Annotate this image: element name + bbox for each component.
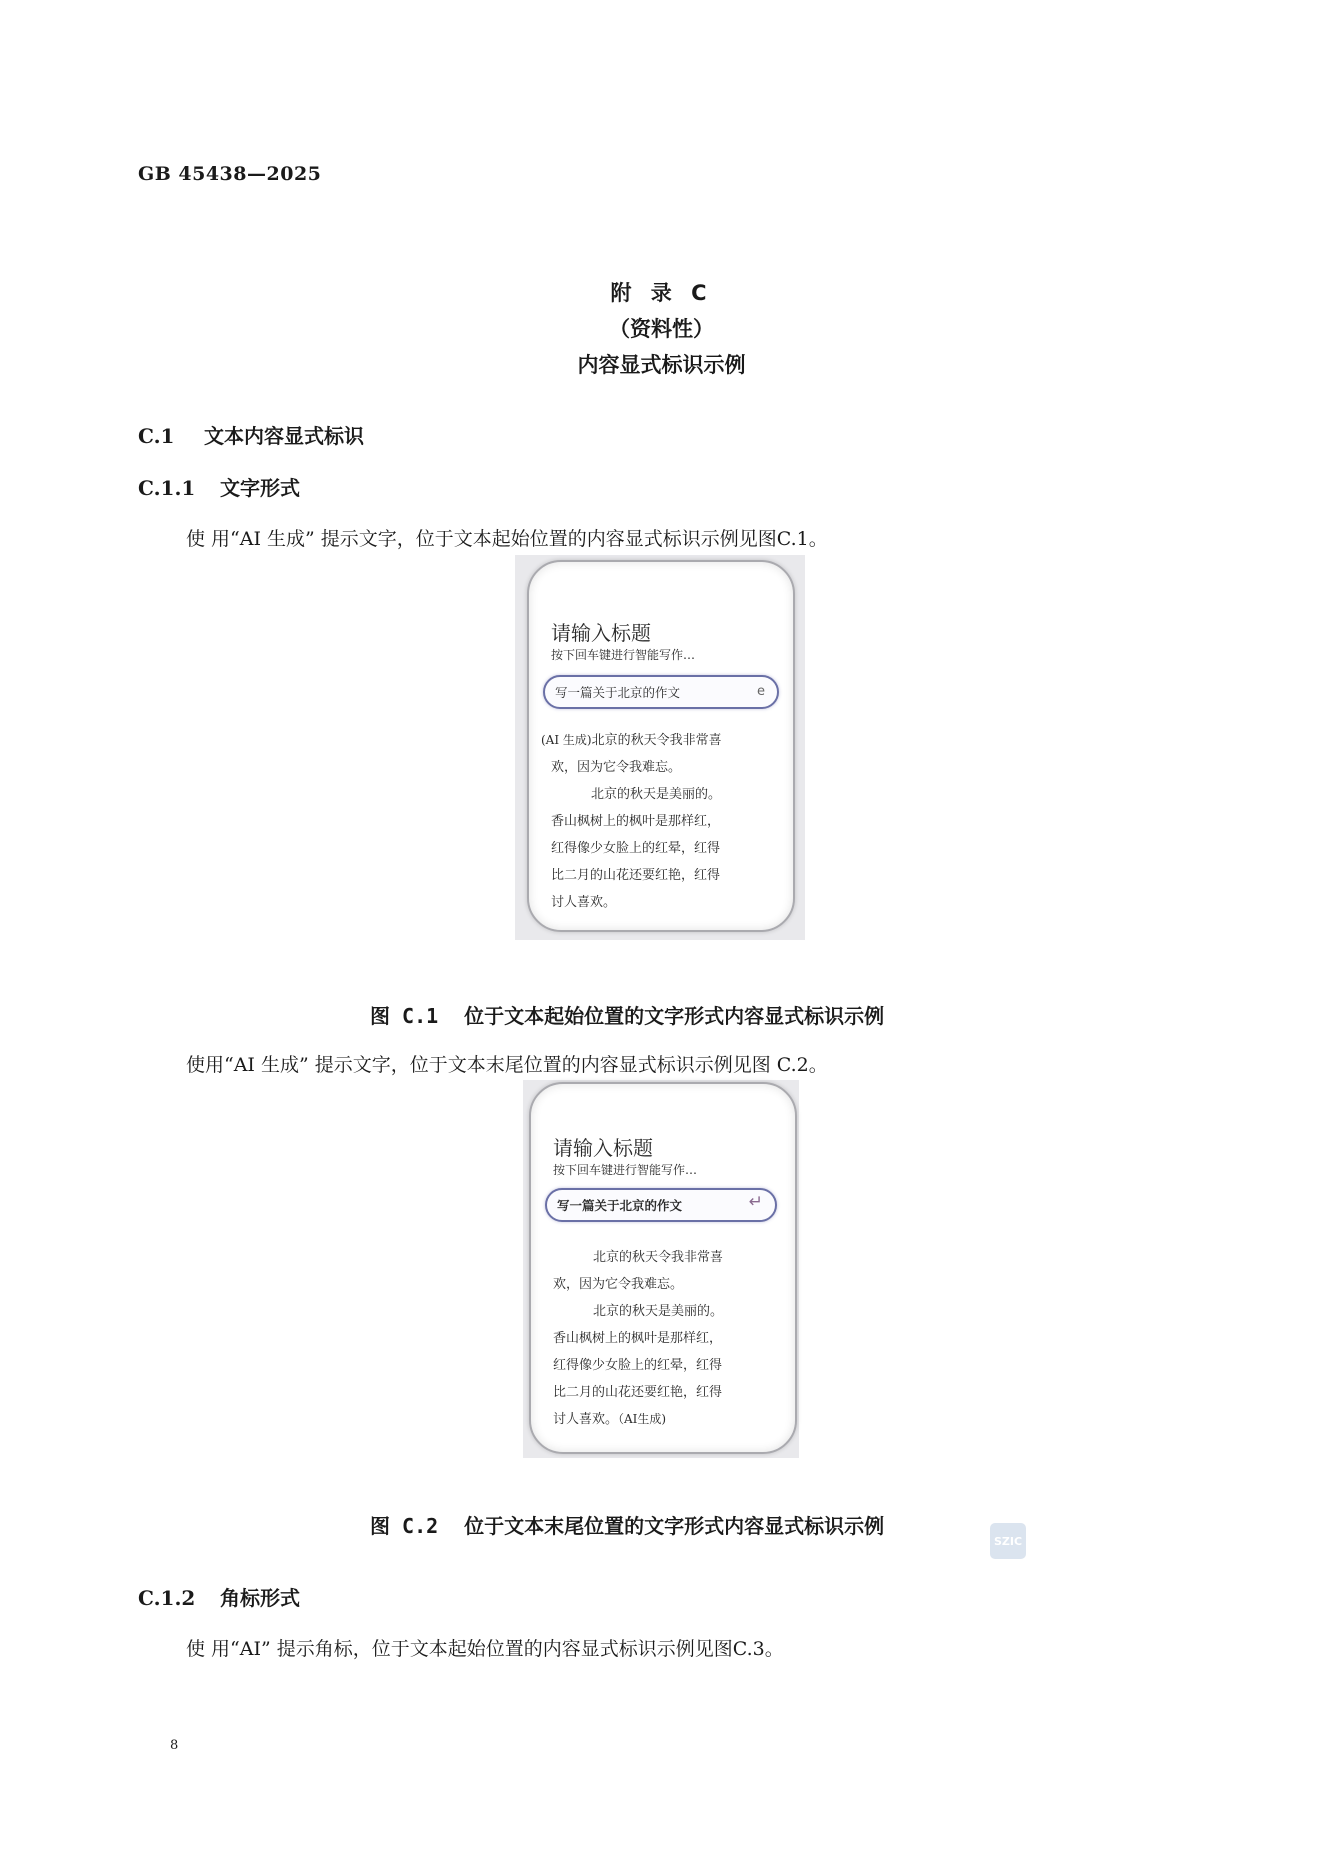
section-title: 文本内容显式标识: [204, 424, 364, 448]
enter-icon[interactable]: ↵: [748, 1192, 763, 1212]
text-line: 比二月的山花还要红艳，红得: [551, 868, 721, 883]
text-line: 北京的秋天是美丽的。: [593, 1304, 724, 1319]
figure-c2-image: [523, 1080, 799, 1458]
text-line: 欢，因为它令我难忘。: [551, 760, 682, 775]
watermark-logo: SZIC: [990, 1523, 1026, 1559]
standard-code: GB 45438—2025: [138, 163, 322, 185]
enter-icon[interactable]: e: [757, 684, 765, 699]
editor-title-placeholder: 请输入标题: [553, 1136, 653, 1160]
prompt-input[interactable]: [543, 675, 779, 709]
phone-mockup: [529, 1082, 797, 1454]
prompt-input[interactable]: [545, 1188, 777, 1222]
prompt-text: 写一篇关于北京的作文: [557, 1198, 683, 1213]
section-heading-c1-1: [138, 472, 300, 501]
text-line-segment: 北京的秋天令我非常喜: [591, 733, 722, 748]
paragraph-fig-c3-ref: 使 用“AI” 提示角标，位于文本起始位置的内容显式标识示例见图C.3。: [186, 1638, 784, 1660]
section-number: C.1: [138, 424, 175, 448]
page-number: 8: [170, 1738, 179, 1753]
paragraph-fig-c1-ref: 使 用“AI 生成” 提示文字，位于文本起始位置的内容显式标识示例见图C.1。: [186, 528, 828, 550]
text-line: [541, 727, 722, 754]
section-number: C.1.2: [138, 1586, 196, 1610]
section-heading-c1-2: [138, 1582, 300, 1611]
section-heading-c1: [138, 420, 364, 449]
section-title: 角标形式: [220, 1586, 300, 1610]
paragraph-fig-c2-ref: 使用“AI 生成” 提示文字，位于文本末尾位置的内容显式标识示例见图 C.2。: [186, 1054, 828, 1076]
ai-generated-label: （AI生成): [618, 1412, 667, 1426]
figure-c2-caption: [370, 1510, 884, 1539]
appendix-label: 附 录 C: [610, 281, 713, 305]
editor-hint: 按下回车键进行智能写作…: [551, 648, 696, 662]
text-line: 讨人喜欢。: [551, 895, 617, 910]
text-line: 香山枫树上的枫叶是那样红，: [551, 814, 721, 829]
text-line: 北京的秋天是美丽的。: [591, 787, 722, 802]
text-line: 香山枫树上的枫叶是那样红，: [553, 1331, 723, 1346]
appendix-title: 内容显式标识示例: [577, 353, 746, 377]
text-line: 北京的秋天令我非常喜: [593, 1250, 724, 1265]
editor-title-placeholder: 请输入标题: [551, 621, 651, 645]
ai-generated-label: (AI 生成): [541, 733, 592, 747]
figure-c1-caption: [370, 1000, 884, 1029]
text-line: [553, 1406, 723, 1433]
caption-number: 图 C.1: [370, 1004, 439, 1028]
caption-text: 位于文本起始位置的文字形式内容显式标识示例: [464, 1004, 885, 1028]
text-line: 红得像少女脸上的红晕，红得: [553, 1358, 723, 1373]
generated-text: [553, 1244, 723, 1433]
figure-c1-image: [515, 555, 805, 940]
appendix-type: （资料性）: [609, 317, 714, 341]
phone-mockup: [527, 560, 795, 932]
generated-text: [541, 727, 722, 916]
text-line-segment: 讨人喜欢。: [553, 1412, 619, 1427]
caption-text: 位于文本末尾位置的文字形式内容显式标识示例: [464, 1514, 885, 1538]
text-line: 红得像少女脸上的红晕，红得: [551, 841, 721, 856]
text-line: 欢，因为它令我难忘。: [553, 1277, 684, 1292]
caption-number: 图 C.2: [370, 1514, 439, 1538]
prompt-text: 写一篇关于北京的作文: [555, 685, 681, 700]
section-title: 文字形式: [220, 476, 300, 500]
text-line: 比二月的山花还要红艳，红得: [553, 1385, 723, 1400]
editor-hint: 按下回车键进行智能写作…: [553, 1163, 698, 1177]
section-number: C.1.1: [138, 476, 196, 500]
